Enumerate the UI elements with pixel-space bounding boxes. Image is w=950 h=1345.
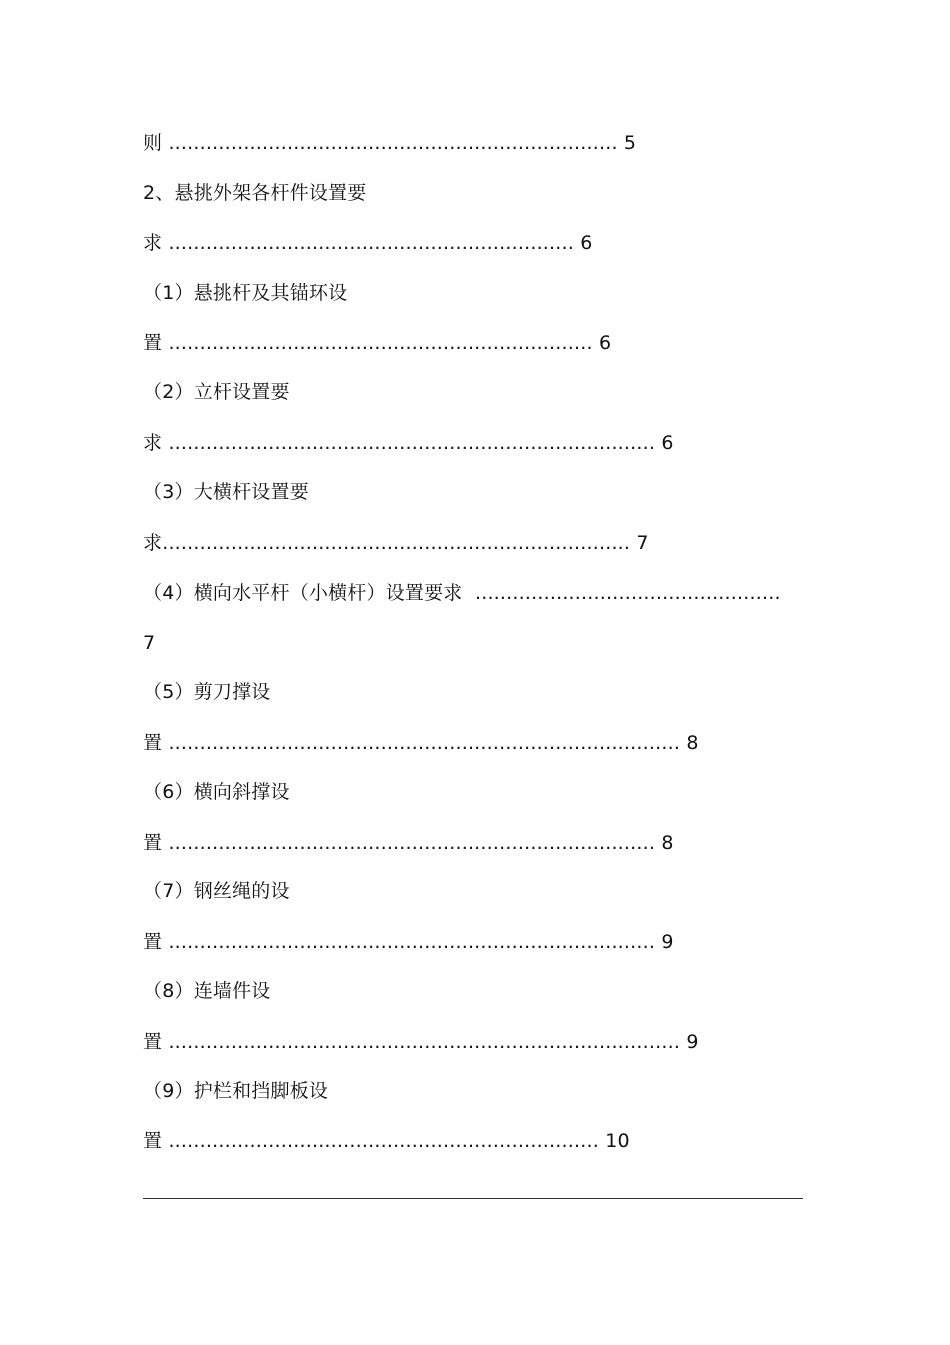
toc-entry: 则 ........................................................................ 5: [143, 132, 637, 154]
toc-entry: （5）剪刀撑设: [143, 681, 271, 703]
toc-entry: （3）大横杆设置要: [143, 481, 309, 503]
toc-entry: 置 .................................................................... 6: [143, 332, 612, 354]
toc-entry: 2、悬挑外架各杆件设置要: [143, 182, 367, 204]
toc-entry: 7: [143, 632, 156, 654]
toc-entry: 置 ..................................................................... 10: [143, 1130, 630, 1152]
toc-entry: 求 ................................................................. 6: [143, 232, 593, 254]
toc-entry: 置 .................................................................................. 9: [143, 1031, 699, 1053]
toc-entry: （2）立杆设置要: [143, 381, 290, 403]
toc-entry: （9）护栏和挡脚板设: [143, 1080, 329, 1102]
toc-entry: 置 .................................................................................. 8: [143, 732, 699, 754]
footer-rule: [143, 1198, 803, 1199]
toc-entry: （1）悬挑杆及其锚环设: [143, 282, 348, 304]
toc-entry: 求........................................................................... 7: [143, 532, 649, 554]
toc-entry: 置 .............................................................................. 9: [143, 931, 674, 953]
toc-entry: （4）横向水平杆（小横杆）设置要求 .................................................: [143, 582, 781, 604]
toc-entry: 求 .............................................................................. 6: [143, 432, 674, 454]
toc-entry: （6）横向斜撑设: [143, 781, 290, 803]
toc-entry: （8）连墙件设: [143, 980, 271, 1002]
toc-entry: （7）钢丝绳的设: [143, 880, 290, 902]
toc-entry: 置 .............................................................................. 8: [143, 832, 674, 854]
